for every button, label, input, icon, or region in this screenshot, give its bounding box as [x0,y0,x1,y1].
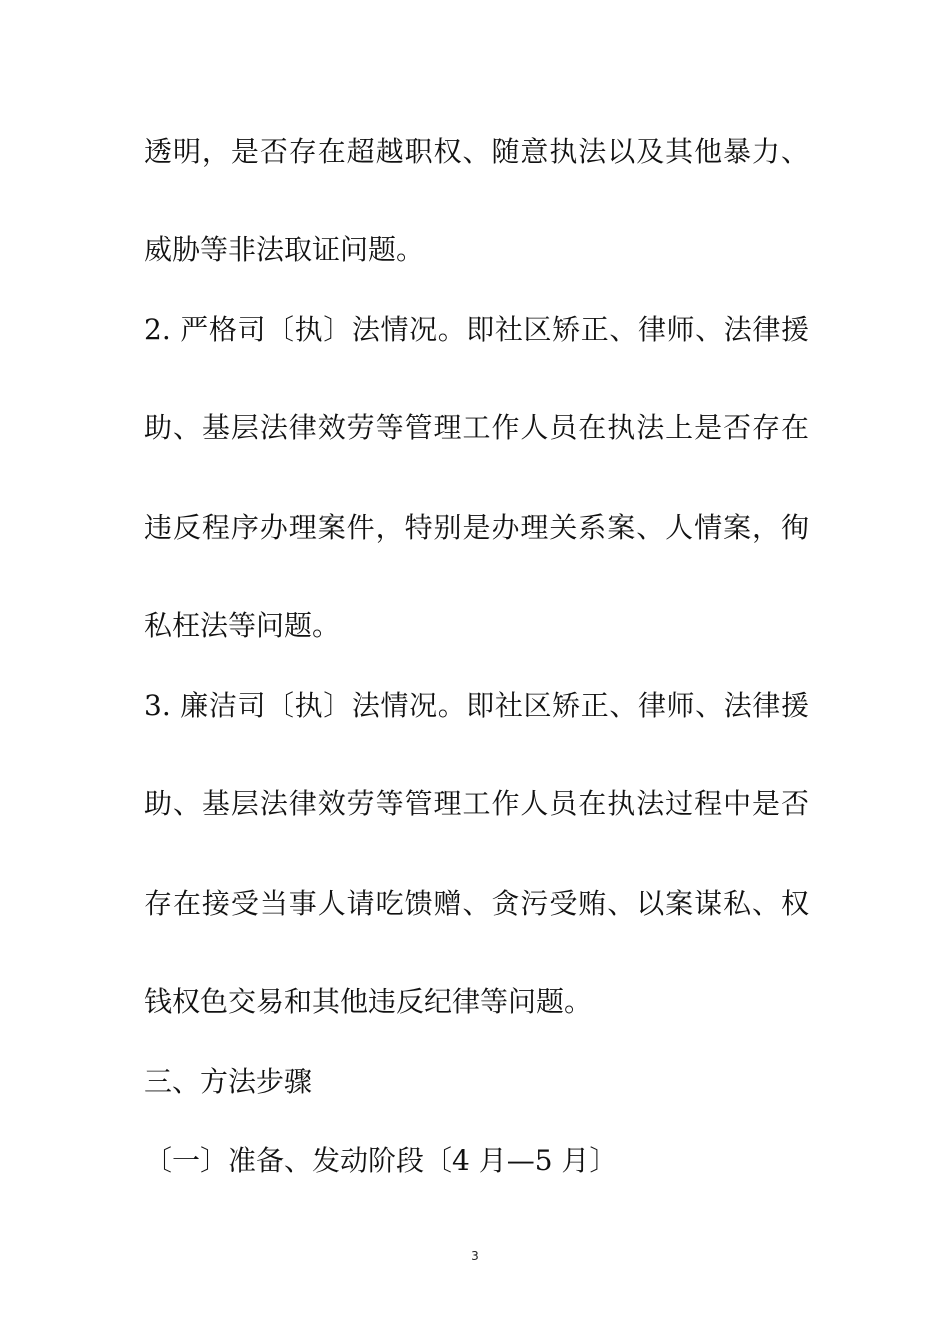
section-heading: 三、方法步骤 [144,1065,313,1098]
subsection-heading: 〔一〕准备、发动阶段〔4 月—5 月〕 [144,1144,618,1177]
body-text-line: 威胁等非法取证问题。 [144,233,425,266]
list-item-3-heading: 3. 廉洁司〔执〕法情况。即社区矫正、律师、法律援 [144,689,809,722]
page-number: 3 [471,1249,479,1263]
body-text-line: 助、基层法律效劳等管理工作人员在执法上是否存在 [144,411,809,444]
body-text-line: 钱权色交易和其他违反纪律等问题。 [144,985,593,1018]
body-text-line: 助、基层法律效劳等管理工作人员在执法过程中是否 [144,787,809,820]
list-item-2-heading: 2. 严格司〔执〕法情况。即社区矫正、律师、法律援 [144,313,809,346]
body-text-line: 违反程序办理案件，特别是办理关系案、人情案，徇 [144,511,809,544]
body-text-line: 存在接受当事人请吃馈赠、贪污受贿、以案谋私、权 [144,887,809,920]
body-text-line: 透明，是否存在超越职权、随意执法以及其他暴力、 [144,135,809,168]
body-text-line: 私枉法等问题。 [144,609,341,642]
